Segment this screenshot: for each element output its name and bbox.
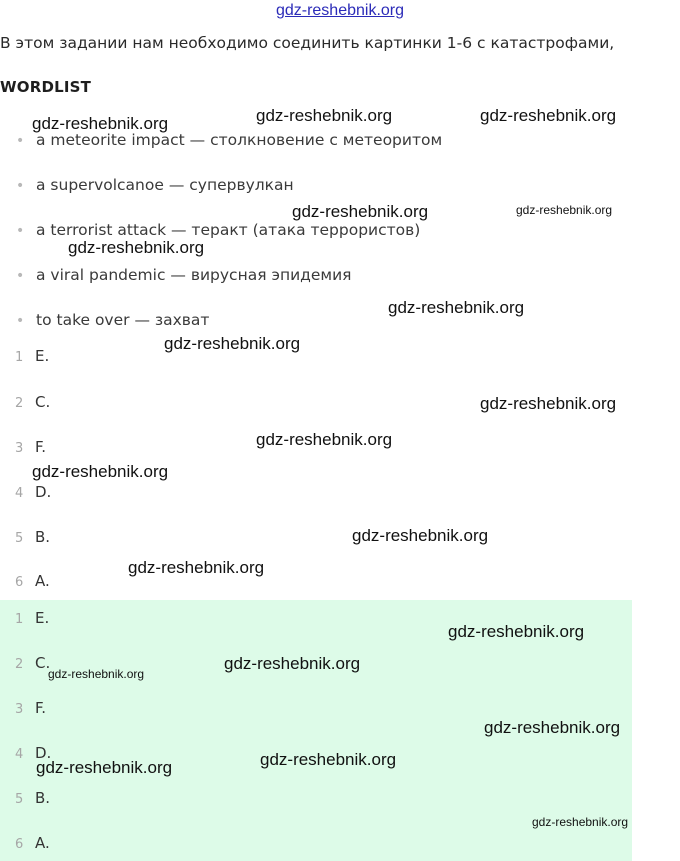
answer-letter: F. xyxy=(35,699,46,717)
answer-number: 5 xyxy=(15,792,24,807)
watermark: gdz-reshebnik.org xyxy=(36,758,173,777)
answer-letter: E. xyxy=(35,609,50,627)
watermark: gdz-reshebnik.org xyxy=(480,394,617,413)
watermark: gdz-reshebnik.org xyxy=(352,526,489,545)
watermark: gdz-reshebnik.org xyxy=(484,718,621,737)
watermark: gdz-reshebnik.org xyxy=(32,114,169,133)
watermark: gdz-reshebnik.org xyxy=(256,106,393,125)
watermark: gdz-reshebnik.org xyxy=(48,667,145,681)
answer-row xyxy=(0,393,50,411)
wordlist-title: WORDLIST xyxy=(0,78,92,96)
bullet-icon: • xyxy=(16,133,25,149)
watermark: gdz-reshebnik.org xyxy=(256,430,393,449)
answer-row-highlighted xyxy=(0,609,49,627)
answer-number: 3 xyxy=(15,441,24,456)
wordlist-item xyxy=(16,221,420,239)
wordlist-item xyxy=(16,311,209,329)
watermark: gdz-reshebnik.org xyxy=(480,106,617,125)
header-watermark[interactable]: gdz-reshebnik.org xyxy=(275,2,405,19)
watermark: gdz-reshebnik.org xyxy=(448,622,585,641)
answer-row-highlighted xyxy=(0,654,50,672)
answer-number: 4 xyxy=(15,486,24,501)
answer-letter: E. xyxy=(35,347,50,365)
answer-letter: B. xyxy=(35,789,51,807)
wordlist-item-text: a terrorist attack — теракт (атака террористов) xyxy=(36,221,421,239)
bullet-icon: • xyxy=(16,223,25,239)
answer-letter: C. xyxy=(35,654,51,672)
bullet-icon: • xyxy=(16,268,25,284)
watermark: gdz-reshebnik.org xyxy=(128,558,265,577)
answer-number: 2 xyxy=(15,396,24,411)
wordlist-item-text: a viral pandemic — вирусная эпидемия xyxy=(36,266,352,284)
watermark: gdz-reshebnik.org xyxy=(224,654,361,673)
watermark: gdz-reshebnik.org xyxy=(516,203,613,217)
answer-row xyxy=(0,528,50,546)
answer-row-highlighted xyxy=(0,699,46,717)
watermark: gdz-reshebnik.org xyxy=(68,238,205,257)
watermark: gdz-reshebnik.org xyxy=(532,815,629,829)
answer-letter: A. xyxy=(35,572,50,590)
answer-row-highlighted xyxy=(0,789,50,807)
watermark: gdz-reshebnik.org xyxy=(388,298,525,317)
bullet-icon: • xyxy=(16,313,25,329)
answer-number: 3 xyxy=(15,702,24,717)
answer-number: 1 xyxy=(15,350,24,365)
wordlist-item-text: a supervolcanoe — супервулкан xyxy=(36,176,294,194)
answer-letter: A. xyxy=(35,834,50,852)
answer-letter: F. xyxy=(35,438,46,456)
answer-row-highlighted xyxy=(0,834,50,852)
answer-row xyxy=(0,483,51,501)
answer-number: 1 xyxy=(15,612,24,627)
answer-letter: D. xyxy=(35,483,52,501)
answer-row xyxy=(0,438,46,456)
answer-number: 6 xyxy=(15,837,24,852)
answer-row xyxy=(0,347,49,365)
answer-number: 2 xyxy=(15,657,24,672)
watermark: gdz-reshebnik.org xyxy=(32,462,169,481)
answer-letter: C. xyxy=(35,393,51,411)
watermark: gdz-reshebnik.org xyxy=(260,750,397,769)
wordlist-item xyxy=(16,176,294,194)
answer-row xyxy=(0,572,50,590)
answer-number: 6 xyxy=(15,575,24,590)
answer-number: 4 xyxy=(15,747,24,762)
bullet-icon: • xyxy=(16,178,25,194)
watermark: gdz-reshebnik.org xyxy=(292,202,429,221)
wordlist-item-text: a meteorite impact — столкновение с метеоритом xyxy=(36,131,443,149)
wordlist-item-text: to take over — захват xyxy=(36,311,210,329)
wordlist-item xyxy=(16,266,352,284)
watermark: gdz-reshebnik.org xyxy=(164,334,301,353)
answer-letter: B. xyxy=(35,528,51,546)
answer-number: 5 xyxy=(15,531,24,546)
intro-text: В этом задании нам необходимо соединить картинки 1-6 с катастрофами, xyxy=(0,34,615,52)
answer-letter: D. xyxy=(35,744,52,762)
